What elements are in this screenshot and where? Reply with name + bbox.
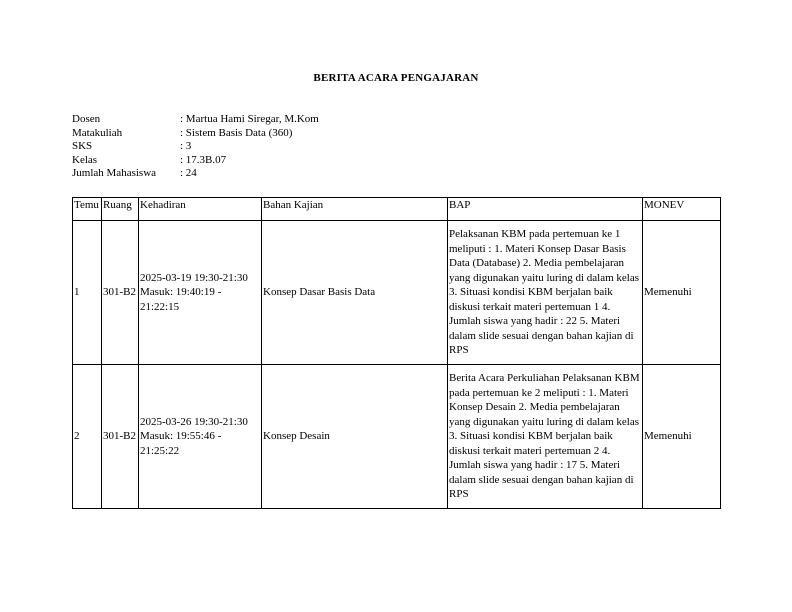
table-row [73,365,721,509]
cell-bap: Berita Acara Perkuliahan Pelaksanan KBM pada pertemuan ke 2 meliputi : 1. Materi Konsep Desain 2. Media pembelajaran yang digunakan yaitu luring di dalam kelas 3. Situasi kondisi KBM berjalan baik diskusi terkait materi pertemuan 2 4. Jumlah siswa yang hadir : 17 5. Materi dalam slide sesuai dengan bahan kajian di RPS [448,365,643,509]
cell-kehadiran: 2025-03-19 19:30-21:30 Masuk: 19:40:19 - 21:22:15 [139,221,262,365]
info-value: : Sistem Basis Data (360) [180,126,293,139]
header-kehadiran: Kehadiran [139,198,262,221]
info-label: Matakuliah [72,126,123,139]
info-row-jumlah-mahasiswa [72,167,319,181]
course-info [72,113,319,181]
info-row-kelas [72,154,319,168]
table-row [73,221,721,365]
header-temu: Temu [73,198,102,221]
info-value: : 3 [180,140,192,153]
header-ruang: Ruang [102,198,139,221]
info-value: : 17.3B.07 [180,153,227,166]
document-title: BERITA ACARA PENGAJARAN [313,72,479,84]
cell-bahan-kajian: Konsep Desain [262,365,448,509]
header-bap: BAP [448,198,643,221]
cell-ruang: 301-B2 [102,221,139,365]
cell-temu: 1 [73,221,102,365]
info-row-matakuliah [72,127,319,141]
header-bahan-kajian: Bahan Kajian [262,198,448,221]
info-label: SKS [72,140,93,153]
cell-ruang: 301-B2 [102,365,139,509]
cell-temu: 2 [73,365,102,509]
info-label: Dosen [72,113,101,125]
cell-bahan-kajian: Konsep Dasar Basis Data [262,221,448,365]
cell-kehadiran: 2025-03-26 19:30-21:30 Masuk: 19:55:46 - 21:25:22 [139,365,262,509]
header-monev: MONEV [643,198,721,221]
cell-bap: Pelaksanan KBM pada pertemuan ke 1 meliputi : 1. Materi Konsep Dasar Basis Data (Database) 2. Media pembelajaran yang digunakan yaitu luring di dalam kelas 3. Situasi kondisi KBM berjalan baik diskusi terkait materi pertemuan 1 4. Jumlah siswa yang hadir : 22 5. Materi dalam slide sesuai dengan bahan kajian di RPS [448,221,643,365]
info-label: Jumlah Mahasiswa [72,167,157,180]
info-row-sks [72,140,319,154]
info-label: Kelas [72,153,98,166]
table-header-row [73,198,721,221]
bap-table [72,197,721,509]
cell-monev: Memenuhi [643,221,721,365]
info-value: : Martua Hami Siregar, M.Kom [180,113,319,125]
cell-monev: Memenuhi [643,365,721,509]
info-row-dosen [72,113,319,127]
info-value: : 24 [180,167,197,180]
